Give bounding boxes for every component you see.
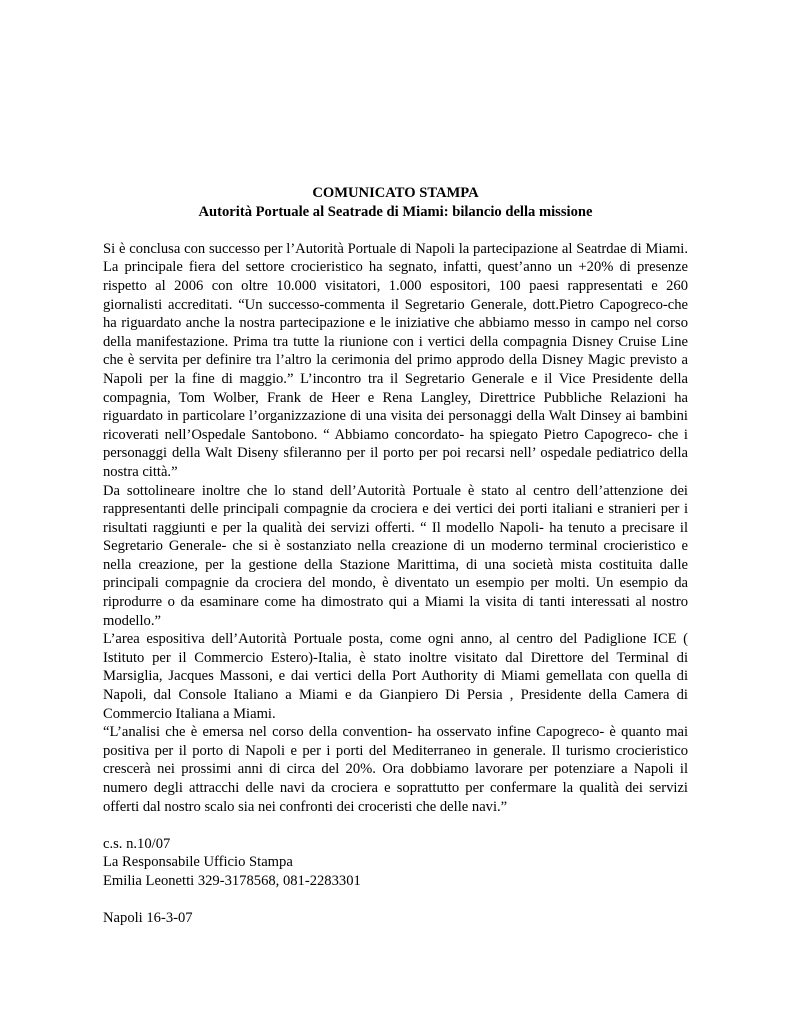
place-date: Napoli 16-3-07 <box>103 910 193 927</box>
release-reference: c.s. n.10/07 <box>103 835 171 852</box>
press-release-page <box>103 184 688 928</box>
spacer <box>103 221 688 240</box>
document-subheading: Autorità Portuale al Seatrade di Miami: bilancio della missione <box>198 203 593 220</box>
press-office-role: La Responsabile Ufficio Stampa <box>103 854 293 871</box>
spacer <box>103 816 688 835</box>
paragraph-4: “L’analisi che è emersa nel corso della convention- ha osservato infine Capogreco- è quanto mai positiva per il porto di Napoli e per i porti del Mediterraneo in generale. Il turismo crocieristico crescerà nei prossimi anni di circa del 20%. Ora dobbiamo lavorare per potenziare a Napoli il numero degli attracchi delle navi da crociera e soprattutto per confermare la qualità dei servizi offerti dal nostro scalo sia nei confronti dei croceristi che delle navi.” <box>103 724 688 815</box>
press-contact: Emilia Leonetti 329-3178568, 081-2283301 <box>103 872 361 889</box>
paragraph-1: Si è conclusa con successo per l’Autorità Portuale di Napoli la partecipazione al Seatrdae di Miami. La principale fiera del settore crocieristico ha segnato, infatti, quest’anno un +20% di presenze rispetto al 2006 con oltre 10.000 visitatori, 1.000 espositori, 100 paesi rappresentati e 260 giornalisti accreditati. “Un successo-commenta il Segretario Generale, dott.Pietro Capogreco-che ha riguardato anche la nostra partecipazione e le iniziative che abbiamo messo in campo nel corso della manifestazione. Prima tra tutte la riunione con i vertici della compagnia Disney Cruise Line che è servita per definire tra l’altro la cerimonia del primo approdo della Disney Magic previsto a Napoli per la fine di maggio.” L’incontro tra il Segretario Generale e il Vice Presidente della compagnia, Tom Wolber, Frank de Heer e Rena Langley, Direttrice Pubbliche Relazioni ha riguardato in particolare l’organizzazione di una visita dei personaggi della Walt Dinsey ai bambini ricoverati nell’Ospedale Santobono. “ Abbiamo concordato- ha spiegato Pietro Capogreco- che i personaggi della Walt Diseny sfileranno per il porto per poi recarsi nell’ ospedale pediatrico della nostra città.” <box>103 240 688 480</box>
paragraph-2: Da sottolineare inoltre che lo stand dell’Autorità Portuale è stato al centro dell’attenzione dei rappresentanti delle principali compagnie da crociera e dei vertici dei porti italiani e stranieri per i risultati raggiunti e per la qualità dei servizi offerti. “ Il modello Napoli- ha tenuto a precisare il Segretario Generale- che si è sostanziato nella creazione di un moderno terminal crocieristico e nella creazione, per la gestione della Stazione Marittima, di una società mista costituita dalle principali compagnie da crociera del mondo, è diventato un esempio per molti. Un esempio da riprodurre o da esaminare come ha dimostrato qui a Miami la visita di tanti interessati al nostro modello.” <box>103 482 688 629</box>
document-body <box>103 240 688 816</box>
paragraph-3: L’area espositiva dell’Autorità Portuale posta, come ogni anno, al centro del Padiglione ICE ( Istituto per il Commercio Estero)-Italia, è stato inoltre visitato dal Direttore del Terminal di Marsiglia, Jacques Massoni, e dai vertici della Port Authority di Miami gemellata con quella di Napoli, dal Console Italiano a Miami e da Gianpiero Di Persia , Presidente della Camera di Commercio Italiana a Miami. <box>103 631 688 722</box>
spacer <box>103 891 688 910</box>
document-heading: COMUNICATO STAMPA <box>312 185 479 201</box>
document-footer <box>103 835 688 928</box>
